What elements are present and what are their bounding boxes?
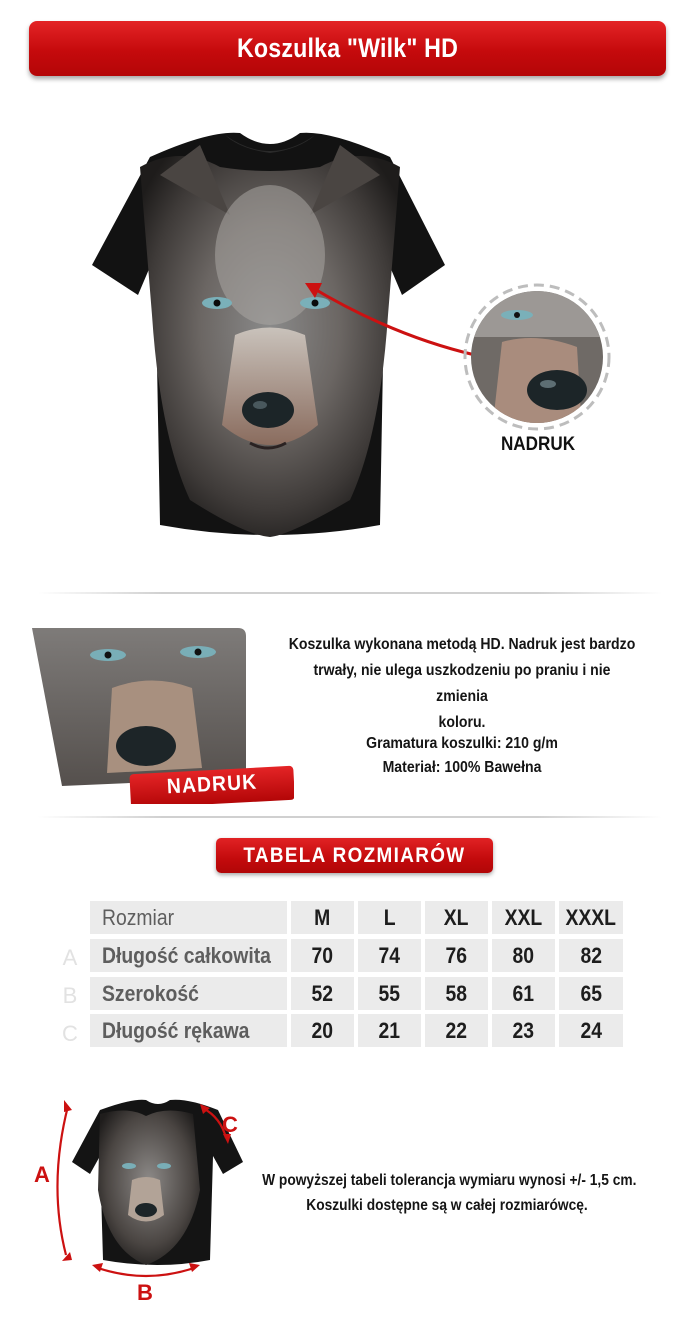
table-row-label: Długość rękawa [90,1014,287,1047]
table-cell: 82 [559,939,623,972]
row-letter: C [62,1021,78,1046]
table-header-size: XXXL [559,901,623,934]
table-header-size: M [291,901,354,934]
table-cell: 58 [425,977,488,1010]
product-specs [262,732,662,780]
table-cell: 70 [291,939,354,972]
table-cell: 52 [291,977,354,1010]
table-cell: 74 [358,939,421,972]
size-tolerance-note [232,1168,662,1218]
table-header-size: XXL [492,901,555,934]
section-divider [38,592,662,594]
measurement-diagram [28,1090,248,1310]
row-letter: A [62,945,78,970]
table-header-size: L [358,901,421,934]
table-row-label: Szerokość [90,977,287,1010]
spec-weight: Gramatura koszulki: 210 g/m [366,735,558,752]
table-cell: 61 [492,977,555,1010]
description-line: trwały, nie ulega uszkodzeniu po praniu i nie zmienia [313,662,611,705]
note-line: W powyższej tabeli tolerancja wymiaru wynosi +/- 1,5 cm. [262,1172,637,1189]
note-line: Koszulki dostępne są w całej rozmiarówcę. [306,1197,588,1214]
tshirt-product-image [60,105,480,575]
size-table [60,901,630,1051]
print-closeup-label: NADRUK [500,434,576,455]
product-description [262,632,662,736]
table-row-label: Długość całkowita [90,939,287,972]
measure-letter-c: C [222,1112,238,1137]
measure-letter-a: A [34,1162,50,1187]
size-table-heading: TABELA ROZMIARÓW [216,838,493,873]
table-cell: 20 [291,1014,354,1047]
table-cell: 24 [559,1014,623,1047]
table-header-rozmiar: Rozmiar [90,901,287,934]
section-divider [38,816,662,818]
row-letter: B [62,983,78,1008]
page-title: Koszulka "Wilk" HD [236,33,459,63]
table-cell: 76 [425,939,488,972]
print-detail-badge-label: NADRUK [166,770,258,799]
print-closeup-circle [462,282,612,432]
measure-letter-b: B [137,1280,153,1305]
table-header-size: XL [425,901,488,934]
spec-material: Materiał: 100% Bawełna [382,759,542,776]
table-cell: 55 [358,977,421,1010]
description-line: Koszulka wykonana metodą HD. Nadruk jest bardzo [288,636,636,653]
table-cell: 23 [492,1014,555,1047]
table-cell: 21 [358,1014,421,1047]
description-line: koloru. [438,714,486,731]
page-title-banner [29,21,666,76]
table-cell: 80 [492,939,555,972]
table-cell: 65 [559,977,623,1010]
table-cell: 22 [425,1014,488,1047]
